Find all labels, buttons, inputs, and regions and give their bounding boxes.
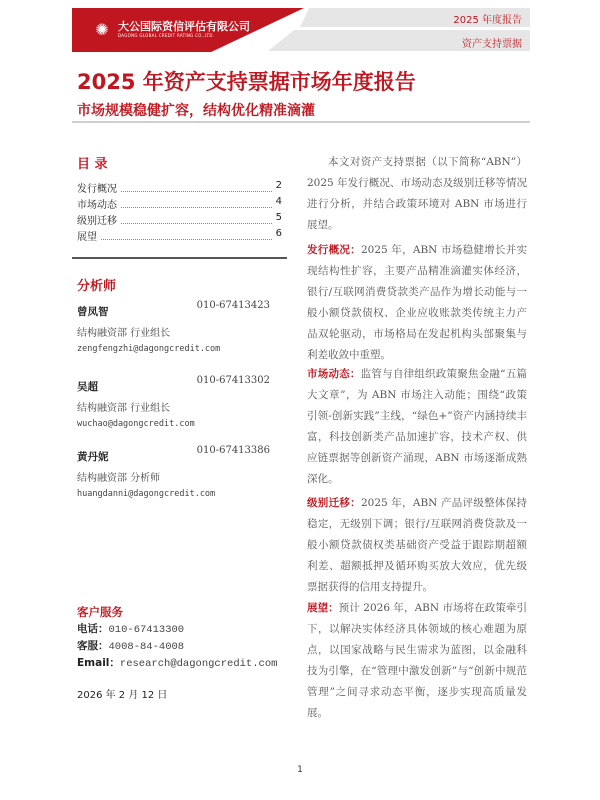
toc-label: 市场动态 [77, 200, 117, 211]
section-heading: 级别迁移： [307, 497, 361, 509]
toc-item[interactable] [77, 228, 282, 243]
page-number: 1 [297, 765, 303, 775]
company-name: 大公国际资信评估有限公司 [118, 20, 250, 33]
analyst-card [77, 300, 270, 354]
analyst-name: 黄丹妮 [77, 451, 109, 463]
customer-service-heading: 客户服务 [77, 605, 123, 619]
divider [72, 257, 287, 259]
section-text: 预计 2026 年，ABN 市场将在政策牵引下，以解决实体经济具体领域的核心难题为原点，以国家战略与民生需求为蓝图，以金融科技为引擎，在“管理中激发创新”与“创新中规范管理”之间寻求动态平衡，逐步实现高质量发展。 [307, 602, 527, 719]
analyst-dept: 结构融资部 分析师 [77, 473, 161, 484]
page-subtitle: 市场规模稳健扩容，结构优化精准滴灌 [77, 103, 315, 119]
toc-item[interactable] [77, 196, 282, 211]
analyst-card [77, 375, 270, 429]
toc-item[interactable] [77, 180, 282, 195]
section-paragraph [307, 240, 527, 366]
analyst-email[interactable]: wuchao@dagongcredit.com [77, 419, 195, 429]
toc-label: 展望 [77, 232, 97, 243]
toc-heading: 目 录 [77, 157, 108, 172]
toc-label: 级别迁移 [77, 216, 117, 227]
analyst-phone: 010-67413302 [196, 375, 270, 386]
service-phone: 电话：010-67413300 [77, 623, 185, 636]
toc-page: 2 [275, 180, 282, 191]
page-title: 2025 年资产支持票据市场年度报告 [77, 70, 416, 94]
analyst-dept: 结构融资部 行业组长 [77, 403, 171, 414]
analyst-name: 曾凤智 [77, 306, 109, 318]
analyst-email[interactable]: huangdanni@dagongcredit.com [77, 489, 216, 499]
toc-item[interactable] [77, 212, 282, 227]
service-hotline: 客服：4008-84-4008 [77, 640, 185, 653]
section-heading: 展望： [307, 602, 339, 614]
section-heading: 市场动态： [307, 368, 361, 380]
intro-paragraph: 本文对资产支持票据（以下简称“ABN”）2025 年发行概况、市场动态及级别迁移等情况进行分析，并结合政策环境对 ABN 市场进行展望。 [307, 156, 527, 231]
report-type-tag: 2025 年度报告 [453, 15, 522, 26]
service-email: Email：research@dagongcredit.com [77, 657, 278, 670]
toc-label: 发行概况 [77, 184, 117, 195]
toc-page: 5 [275, 212, 282, 223]
report-date: 2026 年 2 月 12 日 [77, 690, 168, 701]
analyst-name: 吴超 [77, 381, 98, 393]
analyst-email[interactable]: zengfengzhi@dagongcredit.com [77, 344, 221, 354]
report-category-tag: 资产支持票据 [462, 39, 522, 50]
section-paragraph [307, 493, 527, 598]
analyst-dept: 结构融资部 行业组长 [77, 328, 171, 339]
toc-page: 6 [275, 228, 282, 239]
analyst-phone: 010-67413423 [196, 300, 270, 311]
analyst-card [77, 445, 270, 499]
analysts-heading: 分析师 [77, 279, 117, 294]
section-paragraph [307, 364, 527, 490]
divider [72, 121, 530, 123]
section-heading: 发行概况： [307, 244, 361, 256]
section-text: 2025 年，ABN 产品评级整体保持稳定，无级别下调；银行/互联网消费贷款及一般小额贷款债权类基础资产受益于跟踪期超额利差、超额抵押及循环购买放大效应，优先级票据获得的信用支持提升。 [307, 497, 528, 593]
section-text: 2025 年，ABN 市场稳健增长并实现结构性扩容，主要产品精准滴灌实体经济，银行/互联网消费贷款类产品作为增长动能与一般小额贷款债权、企业应收账款类传统主力产品双轮驱动，市场格局在发起机构头部聚集与利差收敛中重塑。 [307, 244, 528, 361]
toc-page: 4 [275, 196, 282, 207]
company-name-en: DAGONG GLOBAL CREDIT RATING CO.,LTD. [118, 33, 215, 38]
section-text: 监管与自律组织政策聚焦金融“五篇大文章”，为 ABN 市场注入动能；围绕“政策引领-创新实践”主线，“绿色+”资产内涵持续丰富，科技创新类产品加速扩容，技术产权、供应链票据等创新资产涌现，ABN 市场逐渐成熟深化。 [307, 368, 527, 485]
analyst-phone: 010-67413386 [196, 445, 270, 456]
company-logo-icon: ✺ [95, 20, 109, 39]
section-paragraph [307, 598, 527, 724]
